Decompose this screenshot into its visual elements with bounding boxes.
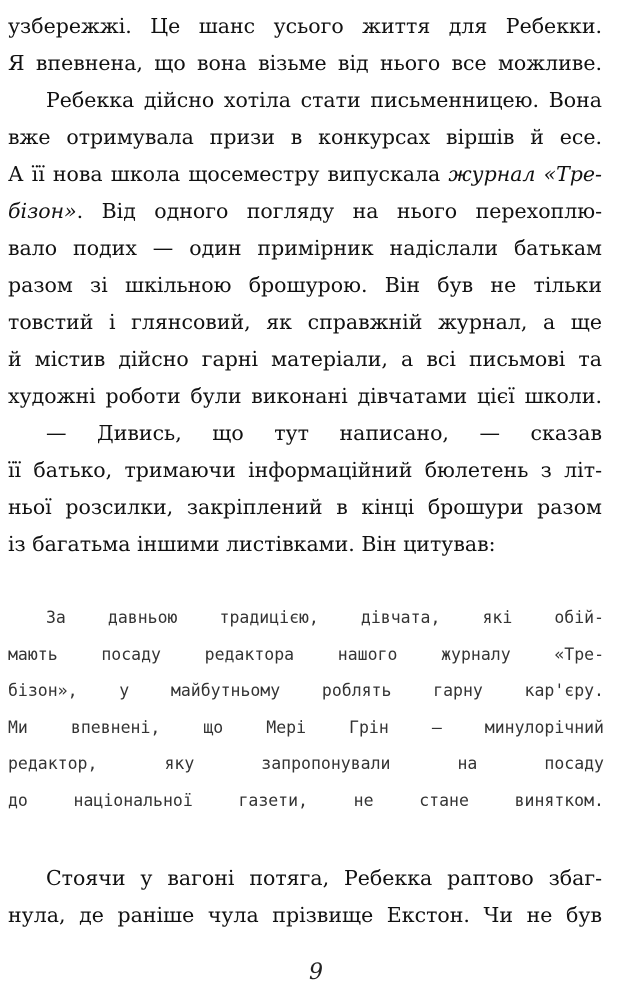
text-line: — Дивись, що тут написано, — сказав [46, 421, 602, 445]
text-line: вже отримувала призи в конкурсах віршів й есе. [8, 125, 602, 149]
quote-line: Ми впевнені, що Мері Грін — минулорічний [8, 717, 604, 737]
text-line: нула, де раніше чула прізвище Екстон. Чи не був [8, 903, 602, 927]
text-line: Я впевнена, що вона візьме від нього все можливе. [8, 51, 602, 75]
page-number: 9 [309, 960, 323, 985]
paragraph-rebecca-writer [8, 82, 602, 415]
paragraph-train [8, 860, 602, 934]
text-line: разом зі шкільною брошурою. Він був не тільки [8, 273, 602, 297]
text-line: товстий і глянсовий, як справжній журнал, а ще [8, 310, 602, 334]
text-line: Стоячи у вагоні потяга, Ребекка раптово збаг- [46, 866, 602, 890]
quoted-bulletin [8, 600, 604, 820]
text-line: узбережжі. Це шанс усього життя для Ребекки. [8, 14, 602, 38]
text-line: А її нова школа щосеместру випускала журнал «Тре- [8, 162, 602, 186]
text-line: ньої розсилки, закріплений в кінці брошури разом [8, 495, 602, 519]
text-line: її батько, тримаючи інформаційний бюлетень з літ- [8, 458, 602, 482]
quote-line: до національної газети, не стане винятком. [8, 790, 604, 810]
quote-line: За давньою традицією, дівчата, які обій- [46, 608, 604, 627]
text-line: художні роботи були виконані дівчатами цієї школи. [8, 384, 602, 408]
text-line: із багатьма іншими листівками. Він цитував: [8, 532, 496, 556]
text-line: бізон». Від одного погляду на нього перехоплю- [8, 199, 602, 223]
paragraph-continuation [8, 8, 602, 82]
paragraph-father-dialogue [8, 415, 602, 563]
quote-line: бізон», у майбутньому роблять гарну кар'єру. [8, 681, 604, 701]
quote-line: мають посаду редактора нашого журналу «Тре- [8, 644, 604, 664]
text-line: вало подих — один примірник надіслали батькам [8, 236, 602, 260]
text-line: й містив дійсно гарні матеріали, а всі письмові та [8, 347, 602, 371]
text-line: Ребекка дійсно хотіла стати письменницею. Вона [46, 88, 602, 112]
quote-line: редактор, яку запропонували на посаду [8, 754, 604, 774]
